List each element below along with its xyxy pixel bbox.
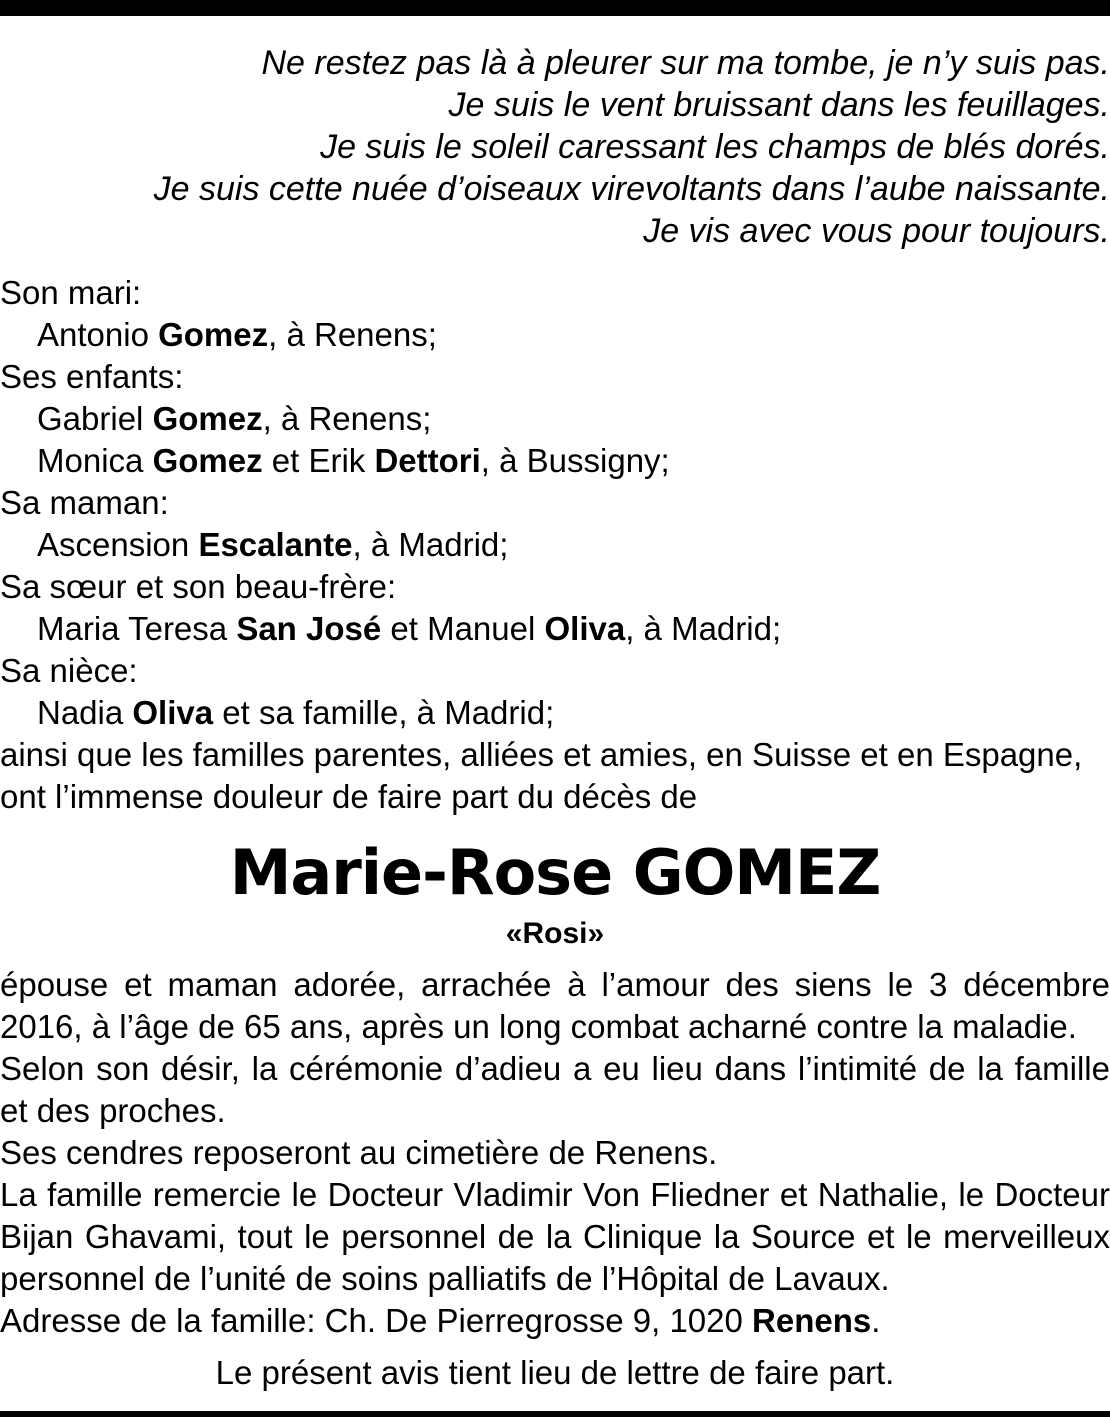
surname: San José [236,610,382,647]
niece-entry [0,692,1110,734]
location: , à Madrid; [625,610,782,647]
husband-heading: Son mari: [0,274,142,311]
top-border-rule [0,0,1110,16]
surname: Dettori [374,442,481,479]
poem-line: Je suis cette nuée d’oiseaux virevoltants dans l’aube naissante. [153,170,1110,208]
closing-line: ainsi que les familles parentes, alliées et amies, en Suisse et en Espagne, [0,736,1083,773]
sister-heading: Sa sœur et son beau-frère: [0,568,397,605]
location: , à Renens; [268,316,437,353]
address-text: Adresse de la famille: Ch. De Pierregrosse 9, 1020 [0,1302,753,1339]
closing-line: ont l’immense douleur de faire part du décès de [0,778,698,815]
husband-entry [0,314,1110,356]
children-heading: Ses enfants: [0,358,184,395]
surname: Oliva [544,610,626,647]
poem-line: Je suis le vent bruissant dans les feuillages. [448,86,1110,124]
child-entry [0,440,1110,482]
surname: Gomez [152,442,263,479]
location: , à Renens; [262,400,432,437]
child-entry [0,398,1110,440]
poem [0,42,1110,252]
obituary-body [0,964,1110,1342]
sister-entry [0,608,1110,650]
surname: Gomez [158,316,269,353]
body-paragraph: épouse et maman adorée, arrachée à l’amour des siens le 3 décembre 2016, à l’âge de 65 ans, après un long combat acharné contre la maladie. [0,966,1110,1045]
poem-line: Ne restez pas là à pleurer sur ma tombe, je n’y suis pas. [261,44,1110,82]
bottom-border-rule [0,1411,1110,1417]
conjunction: et Manuel [381,610,545,647]
address-end: . [871,1302,881,1339]
family-address [0,1300,1110,1342]
niece-heading: Sa nièce: [0,652,138,689]
surname: Oliva [132,694,214,731]
deceased-nickname: «Rosi» [505,917,605,950]
first-name: Gabriel [37,400,153,437]
first-name: Ascension [37,526,199,563]
location: , à Bussigny; [480,442,670,479]
mother-heading: Sa maman: [0,484,169,521]
first-name: Antonio [37,316,159,353]
obituary-notice [0,42,1110,1394]
location: , à Madrid; [352,526,509,563]
location: et sa famille, à Madrid; [213,694,555,731]
poem-line: Je suis le soleil caressant les champs de blés dorés. [320,128,1110,166]
mother-entry [0,524,1110,566]
address-city: Renens [752,1302,872,1339]
conjunction: et Erik [262,442,375,479]
body-paragraph: La famille remercie le Docteur Vladimir Von Fliedner et Nathalie, le Docteur Bijan Ghavami, tout le personnel de la Clinique la Source et le merveilleux personnel de l’unité de soins palliatifs de l’Hôpital de Lavaux. [0,1176,1110,1297]
first-name: Maria Teresa [37,610,237,647]
surname: Gomez [152,400,263,437]
first-name: Monica [37,442,153,479]
surname: Escalante [198,526,353,563]
first-name: Nadia [37,694,133,731]
final-note: Le présent avis tient lieu de lettre de faire part. [215,1354,895,1391]
body-paragraph: Selon son désir, la cérémonie d’adieu a eu lieu dans l’intimité de la famille et des proches. [0,1050,1110,1129]
poem-line: Je vis avec vous pour toujours. [643,212,1110,250]
family-list [0,272,1110,734]
body-paragraph: Ses cendres reposeront au cimetière de Renens. [0,1134,718,1171]
deceased-name: Marie-Rose GOMEZ [229,836,881,909]
